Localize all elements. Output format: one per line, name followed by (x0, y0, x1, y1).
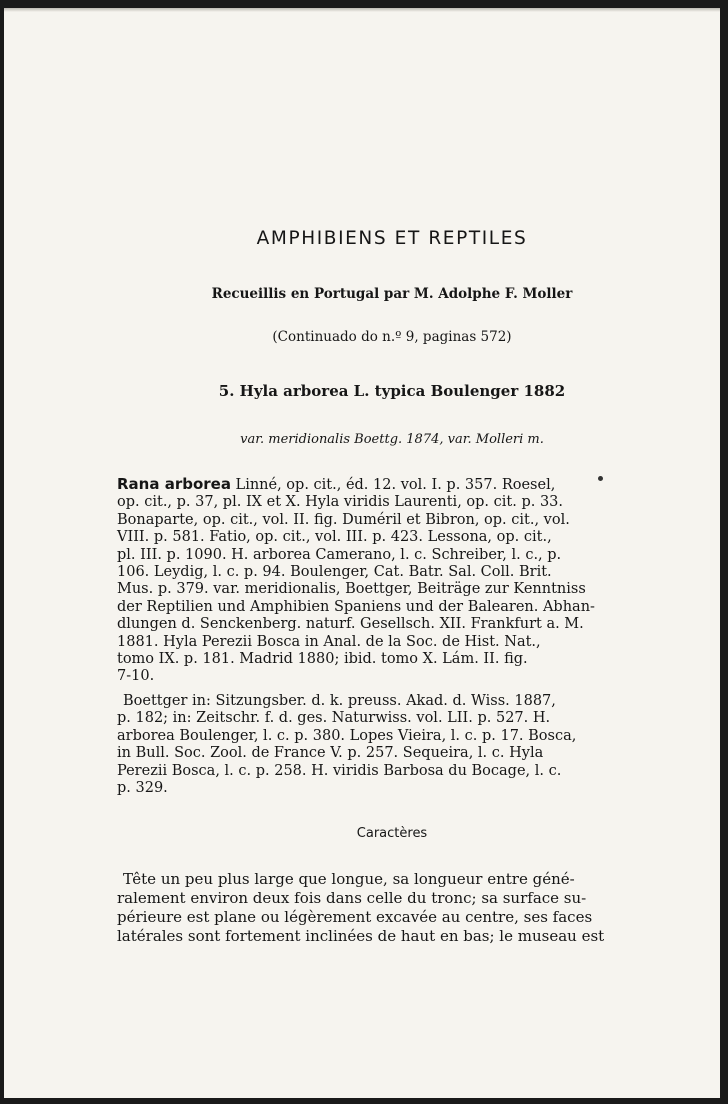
description-line: Tête un peu plus large que longue, sa longueur entre géné- (123, 870, 575, 888)
synonymy-line: Mus. p. 379. var. meridionalis, Boettger, Beiträge zur Kenntniss (117, 581, 586, 598)
synonymy-line: 106. Leydig, l. c. p. 94. Boulenger, Cat. Batr. Sal. Coll. Brit. (117, 564, 552, 581)
synonymy-line: 7-10. (117, 668, 155, 685)
collector-subtitle: Recueillis en Portugal par M. Adolphe F. Moller (211, 286, 573, 302)
synonymy-line: Rana arborea Linné, op. cit., éd. 12. vol. I. p. 357. Roesel, (117, 475, 556, 493)
document-page (4, 8, 720, 1098)
synonymy-line: arborea Boulenger, l. c. p. 380. Lopes Vieira, l. c. p. 17. Bosca, (117, 727, 577, 744)
description-line: latérales sont fortement inclinées de haut en bas; le museau est (117, 927, 605, 945)
synonymy-line: pl. III. p. 1090. H. arborea Camerano, l. c. Schreiber, l. c., p. (117, 546, 562, 563)
species-heading: 5. Hyla arborea L. typica Boulenger 1882 (218, 382, 566, 400)
description-line: périeure est plane ou légèrement excavée au centre, ses faces (117, 908, 593, 926)
margin-dot (598, 476, 603, 481)
species-lead: Rana arborea (117, 475, 231, 493)
synonymy-line: op. cit., p. 37, pl. IX et X. Hyla viridis Laurenti, op. cit. p. 33. (117, 494, 564, 511)
description-paragraph (117, 870, 605, 946)
synonymy-line: Perezii Bosca, l. c. p. 258. H. viridis Barbosa du Bocage, l. c. (117, 762, 562, 779)
page-title: AMPHIBIENS ET REPTILES (256, 228, 528, 249)
variety-line: var. meridionalis Boettg. 1874, var. Molleri m. (240, 432, 544, 447)
synonymy-line: tomo IX. p. 181. Madrid 1880; ibid. tomo X. Lám. II. fig. (117, 651, 528, 668)
synonymy-line: Bonaparte, op. cit., vol. II. fig. Duméril et Bibron, op. cit., vol. (117, 511, 570, 528)
synonymy-line: dlungen d. Senckenberg. naturf. Gesellsch. XII. Frankfurt a. M. (117, 616, 584, 633)
continuation-note: (Continuado do n.º 9, paginas 572) (272, 329, 512, 345)
synonymy-paragraph-2 (117, 693, 587, 797)
scan-edge (4, 8, 720, 12)
synonymy-line: VIII. p. 581. Fatio, op. cit., vol. III. p. 423. Lessona, op. cit., (117, 529, 552, 546)
synonymy-paragraph (117, 475, 595, 686)
synonymy-line: in Bull. Soc. Zool. de France V. p. 257. Sequeira, l. c. Hyla (117, 745, 544, 762)
synonymy-line: 1881. Hyla Perezii Bosca in Anal. de la Soc. de Hist. Nat., (117, 633, 541, 650)
synonymy-line: p. 329. (117, 780, 168, 797)
section-heading: Caractères (356, 826, 428, 841)
synonymy-line: der Reptilien und Amphibien Spaniens und der Balearen. Abhan- (117, 598, 595, 615)
synonymy-line: p. 182; in: Zeitschr. f. d. ges. Naturwiss. vol. LII. p. 527. H. (117, 710, 551, 727)
description-line: ralement environ deux fois dans celle du tronc; sa surface su- (117, 889, 587, 907)
synonymy-line: Boettger in: Sitzungsber. d. k. preuss. Akad. d. Wiss. 1887, (123, 693, 556, 709)
